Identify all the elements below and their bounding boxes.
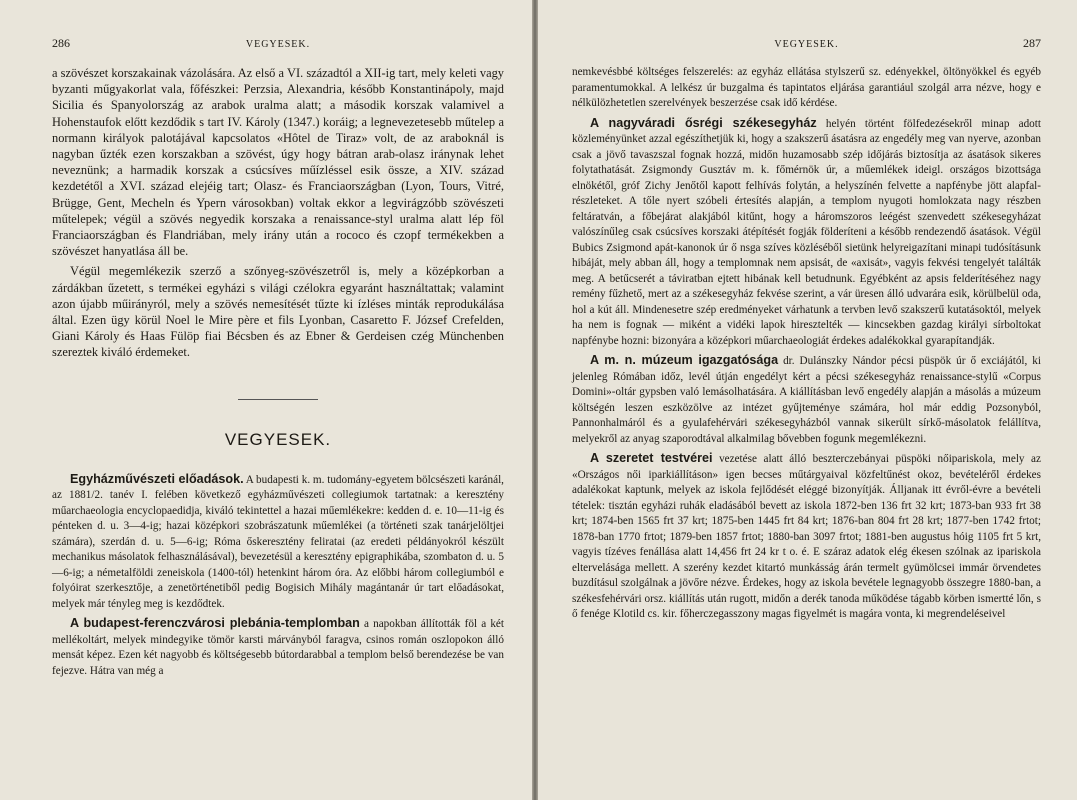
section-title: VEGYESEK. xyxy=(224,429,332,449)
news-item xyxy=(52,472,504,613)
right-opening-paragraph: nemkevésbbé költséges felszerelés: az egyház ellátása stylszerű sz. edényekkel, öltönyökkel és egyéb paramentumokkal. A lelkész úr buzgalma és tapintatos eljárása garantiául szolgál arra nézve, hogy e nélkülözhetetlen szerelvények beszerzése csak idő kérdése. xyxy=(572,66,1041,109)
left-running-head xyxy=(52,36,504,51)
news-item-heading: A nagyváradi ősrégi székesegyház xyxy=(590,115,817,130)
news-item xyxy=(572,116,1041,350)
news-item-text: helyén történt fölfedezésekről minap adott közleményünket azzal egészíthetjük ki, hogy a szakszerű ásatásra az engedély meg van nyerve, azonban csak a jövő tavaszszal fognak hozzá, midőn huzamosabb szép időjárás biztosítja az ásatások sikeres folytathatását. Zsigmondy Gusztáv m. k. főmérnök úr, a műemlékek ideigl. országos bizottsága elnökétől, gróf Zichy Jenőtől kapott felhívás folytán, a helyszínén felvette a napfénybe jött alapfal-részleteket. A tőle nyert szóbeli értesítés alapján, a templom nyugoti homlokzata nagy részben feltáratván, a főbejárat alakjából kitűnt, hogy a háromszoros leégést szenvedett székesegyházat valószínűleg csak csúcsíves korszaki átépítését fogják földeríteni a később rendezendő ásatások. Végül Bubics Zsigmond apát-kanonok úr ő nsga szíves közléséből sietünk helyreigazítani minapi tudósításunk hibáját, mely abban áll, hogy a templomnak nem apsisát, de «axisát», vagyis fekvési tengelyét találták meg. A betűcserét a táviratban ejtett hibának kell betudnunk. Egyébként az apsis felderítéséhez nagy remény fűzhető, mert az a székesegyház fekvése szerint, a vár üresen álló udvarára esik, körülbelül oda, hol a kút áll. Mindenesetre szép eredményeket várhatunk a tervben levő szakszerű kutatásoktól, melyek ha nem is fognak — miként a vidéki lapok hiresztelték — kincsekben gazdag királyi sírboltokat napfénybe hozni: bizonyára a középkori műarchaeologiát érdekes adalékokkal gyarapítandják. xyxy=(572,117,1041,347)
left-running-title: VEGYESEK. xyxy=(245,39,311,50)
news-item xyxy=(572,451,1041,623)
news-item-heading: A szeretet testvérei xyxy=(590,451,713,465)
left-page-number: 286 xyxy=(52,36,70,50)
news-item-heading: Egyházművészeti előadások. xyxy=(70,471,244,486)
right-page-number: 287 xyxy=(1023,36,1041,50)
right-page xyxy=(538,0,1077,800)
news-item-text: a napokban állították föl a két mellékoltárt, melyek mindegyike tömör karsti márványból faragva, csinos román oszlopokon álló mensát képez. Ezen két nagyobb és költségesebb bútordarabbal a templom belső berendezése be van fejezve. Hátra van még a xyxy=(52,618,504,677)
left-page xyxy=(0,0,532,800)
news-item-text: vezetése alatt álló beszterczebányai püspöki nőipariskola, mely az «Országos női iparkiállításon» igen becses műtárgyaival közfeltűnést okoz, bevételéről érdekes adalékokat kaptunk, melyek az iskola fejlődését eléggé bizonyítják. Álljanak itt évről-évre a bevételi tételek: tisztán egyházi ruhák eladásából bevett az iskola 1872-ben 136 frt 32 krt; 1873-ban 933 frt 38 krt; 1874-ben 1565 frt 37 krt; 1875-ben 1445 frt 84 krt; 1876-ban 804 frt 28 krt; 1877-ben 1742 frtot; 1878-ban 1770 frtot; 1879-ben 1857 frtot; 1880-ban 3097 frtot; 1881-ben augustus hóig 1105 frt 5 krt, vagyis tízéves fenállása alatt 14,456 frt 24 kr t o. é. E száraz adatok elég ékesen szólnak az ipariskola eltervelásága mellett. A szerény kezdet kitartó munkásság árán termelt gyümölcsei immár örvendetes buzdításul szolgálnak a jövőre nézve. Érdekes, hogy az iskola bevétele legnagyobb összegre 1880-ban, a székesfehérvári orsz. kiállítás után rugott, midőn a derék tanoda működése tágabb körben ismertté lőn, s ő fenége Klotild cs. kir. főherczegasszony magas figyelmét is magára vonta, ki megrendeléseivel xyxy=(572,453,1041,620)
left-paragraph-1: a szövészet korszakainak vázolására. Az első a VI. századtól a XII-ig tart, mely keleti vagy byzanti műgyakorlat vala, főfészkei: Perzsia, Alexandria, később Konstantinápoly, majd Sicilia és Spanyolország az arabok uralma alatt; a második korszak valamivel a Hohenstaufok előtt kezdődik s tart IV. Károly (1347.) koráig; a legnevezetesebb műtelep a normann királyok palotájával kapcsolatos «Hôtel de Tiraz» volt, de az araboknál is nagyban űzték ezen korszakban a szövést, úgy hogy bátran arab-olasz iránynak lehet neveznünk; a harmadik korszak a csúcsíves műízléssel esik össze, a XIV. század kezdetétől a XVI. század elejéig tart; Olasz- és Franciaországban (Lyon, Tours, Vitré, Brügge, Gent, Mecheln és Ypern városokban) voltak ekkor a legvirágzóbb szövészeti műtelepek; végül a szövés negyedik korszaka a renaissance-styl uralma alatt lép föl Franciaországban és Flandriában, mely irány után a rococo és czopf termékekben a szövészet hanyatlása áll be. xyxy=(52,66,504,259)
news-item-heading: A m. n. múzeum igazgatósága xyxy=(590,353,779,367)
right-running-title: VEGYESEK. xyxy=(774,39,839,50)
news-item-text: A budapesti k. m. tudomány-egyetem bölcsészeti karánál, az 1881/2. tanév I. felében következő egyházművészeti collegiumok tartatnak: a keresztény műarchaeologia encyclopaedidja, kiváló tekintettel a hazai műemlékekre: kedden d. e. 10—11-ig és pénteken d. u. 3—4-ig; hazai középkori szobrászatunk műemlékei (a történeti szak tanárjelöltjei számára), szerdán d. u. 5—6-ig; Róma őskeresztény feliratai (az eredeti példányokról készült mechanikus másolatok felhasználásával), bevezetésül a keresztény epigraphikába, szombaton d. u. 5—6-ig; a németalföldi zeneiskola (1400-tól) hetenkint három óra. Az előbbi három collegiumból e folyóirat szerkesztője, a zenetörténetiből pedig Bogisich Mihály magántanár úr tart előadásokat, melyek már tényleg meg is kezdődtek. xyxy=(52,473,504,610)
news-item xyxy=(52,616,504,679)
news-item-heading: A budapest-ferenczvárosi plebánia-templomban xyxy=(70,616,360,631)
right-running-head xyxy=(572,36,1041,51)
section-divider xyxy=(238,399,318,400)
news-item xyxy=(572,353,1041,447)
news-item-text: dr. Dulánszky Nándor pécsi püspök úr ő exciájától, ki jelenleg Rómában időz, levél útján engedélyt kért a pécsi székesegyház renaissance-stylű «Corpus Domini»-oltár gypsben való lemásolhatására. A kiállításban levő engedély alapján a másolás a múzeum költségén leszen eszközölve az intézet gyűjteménye számára, hol már eddig Pozsonyból, Pannonhalmáról és a gyulafehérvári székesegyházból vannak sikerült sírkő-másolatok felállítva, melyekről az anyag szaporodtával alkalmilag bővebben fogunk megemlékezni. xyxy=(572,355,1042,445)
left-paragraph-2: Végül megemlékezik szerző a szőnyeg-szövészetről is, mely a középkorban a zárdákban űzetett, s termékei egyházi s világi czélokra egyaránt használtattak; valamint azon újabb műirányról, mely a szövés nemesítését tűzte ki ízléses minták reprodukálása által. Ezen ügy körül Noel le Mire père et fils Lyonban, Casaretto F. József Crefelden, Giani Károly és Haas Fülöp fiai Bécsben és az Ebner & Gerdeisen czég Münchenben szereztek kiváló érdemeket. xyxy=(52,264,504,360)
